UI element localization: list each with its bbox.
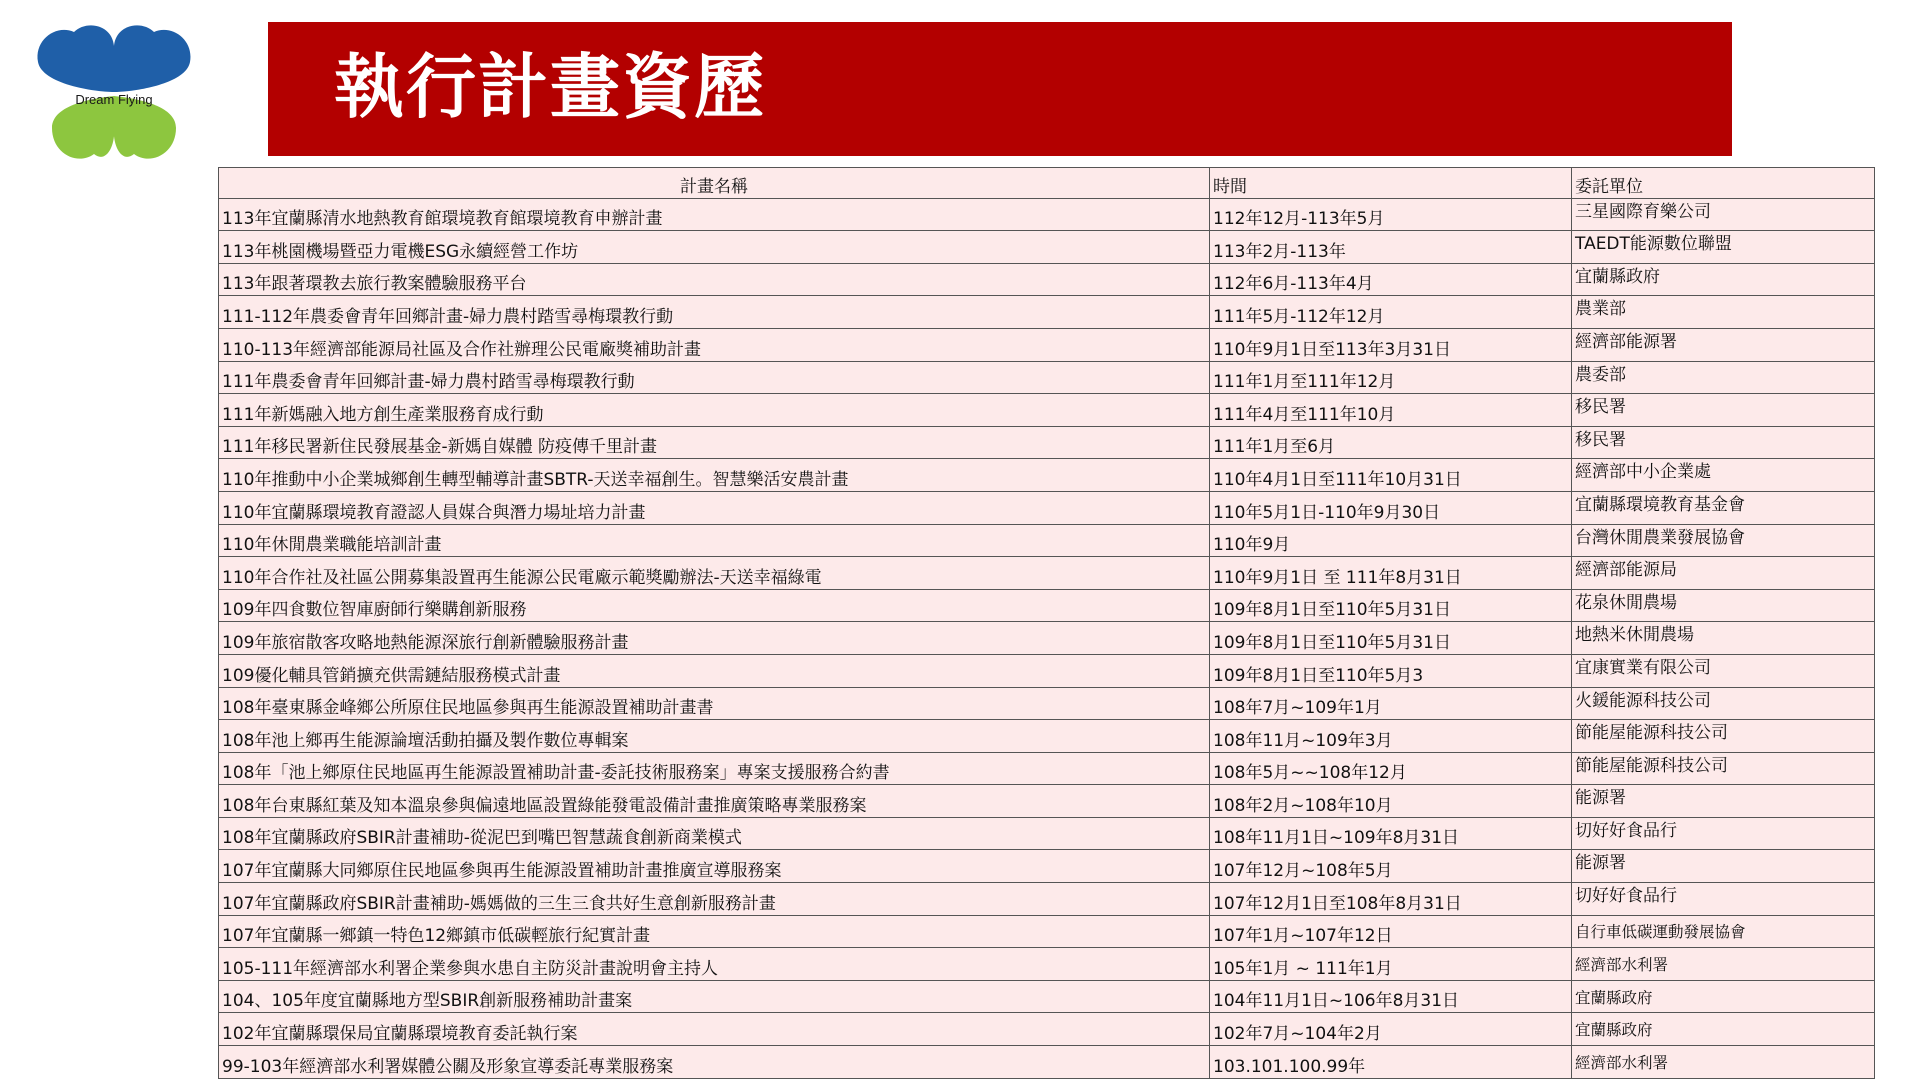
time-cell: 112年12月-113年5月 [1210, 198, 1572, 231]
page-title: 執行計畫資歷 [334, 46, 766, 128]
time-cell: 103.101.100.99年 [1210, 1046, 1572, 1079]
time-cell: 111年1月至111年12月 [1210, 361, 1572, 394]
time-cell: 111年1月至6月 [1210, 426, 1572, 459]
dream-flying-logo [34, 14, 194, 166]
commissioning-unit-cell: 能源署 [1572, 785, 1875, 818]
time-cell: 110年9月 [1210, 524, 1572, 557]
table-row [219, 361, 1875, 394]
project-name-cell: 109年旅宿散客攻略地熱能源深旅行創新體驗服務計畫 [219, 622, 1210, 655]
project-name-cell: 102年宜蘭縣環保局宜蘭縣環境教育委託執行案 [219, 1013, 1210, 1046]
project-name-cell: 108年池上鄉再生能源論壇活動拍攝及製作數位專輯案 [219, 720, 1210, 753]
table-row [219, 915, 1875, 948]
table-row [219, 491, 1875, 524]
commissioning-unit-cell: 節能屋能源科技公司 [1572, 720, 1875, 753]
commissioning-unit-cell: 節能屋能源科技公司 [1572, 752, 1875, 785]
table-row [219, 817, 1875, 850]
commissioning-unit-cell: 移民署 [1572, 426, 1875, 459]
title-banner [268, 22, 1732, 156]
table-row [219, 296, 1875, 329]
project-name-cell: 111年移民署新住民發展基金-新媽自媒體 防疫傳千里計畫 [219, 426, 1210, 459]
time-cell: 109年8月1日至110年5月31日 [1210, 589, 1572, 622]
time-cell: 113年2月-113年 [1210, 231, 1572, 264]
project-name-cell: 109年四食數位智庫廚師行樂購創新服務 [219, 589, 1210, 622]
commissioning-unit-cell: 經濟部水利署 [1572, 1046, 1875, 1079]
time-cell: 105年1月 ~ 111年1月 [1210, 948, 1572, 981]
commissioning-unit-cell: 經濟部水利署 [1572, 948, 1875, 981]
table-row [219, 980, 1875, 1013]
time-cell: 104年11月1日~106年8月31日 [1210, 980, 1572, 1013]
commissioning-unit-cell: 經濟部中小企業處 [1572, 459, 1875, 492]
commissioning-unit-cell: 經濟部能源署 [1572, 328, 1875, 361]
table-row [219, 459, 1875, 492]
project-name-cell: 111年新媽融入地方創生產業服務育成行動 [219, 394, 1210, 427]
time-cell: 107年12月~108年5月 [1210, 850, 1572, 883]
table-row [219, 524, 1875, 557]
commissioning-unit-cell: 花泉休閒農場 [1572, 589, 1875, 622]
project-name-cell: 109優化輔具管銷擴充供需鏈結服務模式計畫 [219, 654, 1210, 687]
time-cell: 108年7月~109年1月 [1210, 687, 1572, 720]
commissioning-unit-cell: 自行車低碳運動發展協會 [1572, 915, 1875, 948]
table-row [219, 720, 1875, 753]
commissioning-unit-cell: 切好好食品行 [1572, 883, 1875, 916]
commissioning-unit-cell: 宜蘭縣政府 [1572, 980, 1875, 1013]
commissioning-unit-cell: 經濟部能源局 [1572, 557, 1875, 590]
project-name-cell: 107年宜蘭縣大同鄉原住民地區參與再生能源設置補助計畫推廣宣導服務案 [219, 850, 1210, 883]
table-row [219, 687, 1875, 720]
table-row [219, 622, 1875, 655]
commissioning-unit-cell: 火鍰能源科技公司 [1572, 687, 1875, 720]
project-name-cell: 113年跟著環教去旅行教案體驗服務平台 [219, 263, 1210, 296]
table-row [219, 231, 1875, 264]
header-time: 時間 [1210, 168, 1572, 199]
time-cell: 108年11月~109年3月 [1210, 720, 1572, 753]
table-row [219, 1046, 1875, 1079]
project-name-cell: 110年休閒農業職能培訓計畫 [219, 524, 1210, 557]
project-history-table [218, 167, 1874, 1079]
time-cell: 110年9月1日至113年3月31日 [1210, 328, 1572, 361]
project-name-cell: 108年臺東縣金峰鄉公所原住民地區參與再生能源設置補助計畫書 [219, 687, 1210, 720]
time-cell: 110年9月1日 至 111年8月31日 [1210, 557, 1572, 590]
table-header-row [219, 168, 1875, 199]
project-name-cell: 113年桃園機場暨亞力電機ESG永續經營工作坊 [219, 231, 1210, 264]
time-cell: 108年5月~~108年12月 [1210, 752, 1572, 785]
table-row [219, 589, 1875, 622]
table-row [219, 328, 1875, 361]
logo-text: Dream Flying [75, 92, 153, 107]
table-row [219, 263, 1875, 296]
project-name-cell: 104、105年度宜蘭縣地方型SBIR創新服務補助計畫案 [219, 980, 1210, 1013]
commissioning-unit-cell: 宜蘭縣政府 [1572, 263, 1875, 296]
commissioning-unit-cell: 三星國際育樂公司 [1572, 198, 1875, 231]
table-row [219, 426, 1875, 459]
table-row [219, 752, 1875, 785]
table-row [219, 654, 1875, 687]
commissioning-unit-cell: 宜蘭縣環境教育基金會 [1572, 491, 1875, 524]
table-row [219, 557, 1875, 590]
table-row [219, 883, 1875, 916]
commissioning-unit-cell: 移民署 [1572, 394, 1875, 427]
table-row [219, 948, 1875, 981]
project-name-cell: 108年「池上鄉原住民地區再生能源設置補助計畫-委託技術服務案」專案支援服務合約書 [219, 752, 1210, 785]
time-cell: 108年11月1日~109年8月31日 [1210, 817, 1572, 850]
commissioning-unit-cell: 能源署 [1572, 850, 1875, 883]
project-name-cell: 107年宜蘭縣一鄉鎮一特色12鄉鎮市低碳輕旅行紀實計畫 [219, 915, 1210, 948]
table-row [219, 1013, 1875, 1046]
project-name-cell: 105-111年經濟部水利署企業參與水患自主防災計畫說明會主持人 [219, 948, 1210, 981]
time-cell: 111年5月-112年12月 [1210, 296, 1572, 329]
time-cell: 102年7月~104年2月 [1210, 1013, 1572, 1046]
header-commissioning-unit: 委託單位 [1572, 168, 1875, 199]
commissioning-unit-cell: TAEDT能源數位聯盟 [1572, 231, 1875, 264]
commissioning-unit-cell: 宜康實業有限公司 [1572, 654, 1875, 687]
commissioning-unit-cell: 農業部 [1572, 296, 1875, 329]
project-name-cell: 113年宜蘭縣清水地熱教育館環境教育館環境教育申辦計畫 [219, 198, 1210, 231]
time-cell: 112年6月-113年4月 [1210, 263, 1572, 296]
commissioning-unit-cell: 台灣休閒農業發展協會 [1572, 524, 1875, 557]
time-cell: 111年4月至111年10月 [1210, 394, 1572, 427]
table-row [219, 394, 1875, 427]
project-name-cell: 110年宜蘭縣環境教育證認人員媒合與潛力場址培力計畫 [219, 491, 1210, 524]
table-row [219, 198, 1875, 231]
project-name-cell: 108年台東縣紅葉及知本溫泉參與偏遠地區設置綠能發電設備計畫推廣策略專業服務案 [219, 785, 1210, 818]
commissioning-unit-cell: 農委部 [1572, 361, 1875, 394]
time-cell: 107年12月1日至108年8月31日 [1210, 883, 1572, 916]
project-name-cell: 110-113年經濟部能源局社區及合作社辦理公民電廠獎補助計畫 [219, 328, 1210, 361]
commissioning-unit-cell: 地熱米休閒農場 [1572, 622, 1875, 655]
project-name-cell: 108年宜蘭縣政府SBIR計畫補助-從泥巴到嘴巴智慧蔬食創新商業模式 [219, 817, 1210, 850]
time-cell: 108年2月~108年10月 [1210, 785, 1572, 818]
time-cell: 110年4月1日至111年10月31日 [1210, 459, 1572, 492]
project-name-cell: 110年合作社及社區公開募集設置再生能源公民電廠示範獎勵辦法-天送幸福綠電 [219, 557, 1210, 590]
table-row [219, 785, 1875, 818]
time-cell: 107年1月~107年12日 [1210, 915, 1572, 948]
project-name-cell: 111年農委會青年回鄉計畫-婦力農村踏雪尋梅環教行動 [219, 361, 1210, 394]
time-cell: 110年5月1日-110年9月30日 [1210, 491, 1572, 524]
time-cell: 109年8月1日至110年5月3 [1210, 654, 1572, 687]
project-name-cell: 110年推動中小企業城鄉創生轉型輔導計畫SBTR-天送幸福創生。智慧樂活安農計畫 [219, 459, 1210, 492]
commissioning-unit-cell: 宜蘭縣政府 [1572, 1013, 1875, 1046]
clover-logo-icon [34, 14, 194, 166]
table-row [219, 850, 1875, 883]
project-name-cell: 111-112年農委會青年回鄉計畫-婦力農村踏雪尋梅環教行動 [219, 296, 1210, 329]
project-name-cell: 107年宜蘭縣政府SBIR計畫補助-媽媽做的三生三食共好生意創新服務計畫 [219, 883, 1210, 916]
project-name-cell: 99-103年經濟部水利署媒體公關及形象宣導委託專業服務案 [219, 1046, 1210, 1079]
commissioning-unit-cell: 切好好食品行 [1572, 817, 1875, 850]
header-project-name: 計畫名稱 [219, 168, 1210, 199]
time-cell: 109年8月1日至110年5月31日 [1210, 622, 1572, 655]
